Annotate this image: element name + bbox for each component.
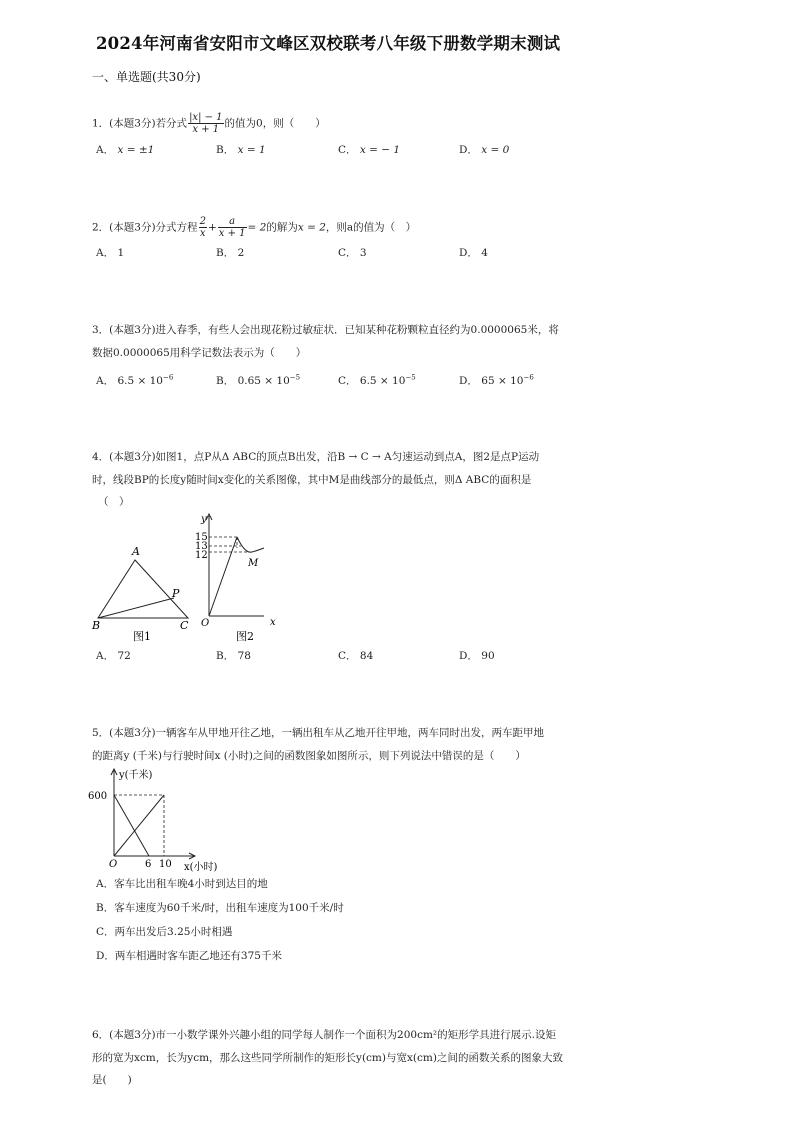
equals-part: = 2 xyxy=(247,221,267,234)
fraction-numerator: |x| − 1 xyxy=(189,112,223,123)
option-base: 0.65 × 10 xyxy=(237,375,290,387)
question-5-line-1: 5．(本题3分)一辆客车从甲地开往乙地，一辆出租车从乙地开往甲地，两车同时出发，两车距甲地 xyxy=(92,727,545,739)
question-2-fraction-2 xyxy=(218,216,247,239)
option-base: 6.5 × 10 xyxy=(359,375,406,387)
point-p-label: P xyxy=(172,587,180,600)
option-label: A． xyxy=(96,375,115,387)
option-label: C． xyxy=(338,144,357,156)
option-d[interactable] xyxy=(459,648,495,663)
option-a[interactable] xyxy=(96,373,173,388)
y-axis-label: y(千米) xyxy=(119,770,153,781)
x-axis-label: x(小时) xyxy=(184,862,218,873)
option-b[interactable] xyxy=(216,648,251,663)
y-tick-13: 13 xyxy=(195,541,208,552)
option-text: 84 xyxy=(359,650,374,662)
option-a[interactable] xyxy=(96,648,131,663)
option-label: A． xyxy=(96,247,115,259)
option-text: 78 xyxy=(237,650,251,662)
question-2-fraction-1 xyxy=(199,216,207,239)
option-text: 2 xyxy=(237,247,245,259)
option-label: B． xyxy=(96,902,115,914)
option-label: B． xyxy=(216,144,235,156)
option-label: B． xyxy=(216,375,235,387)
x-tick-10: 10 xyxy=(159,859,172,870)
option-base: 65 × 10 xyxy=(481,375,524,387)
question-4-line-1: 4．(本题3分)如图1，点P从Δ ABC的顶点B出发，沿B → C → A匀速运动到点A，图2是点P运动 xyxy=(92,451,540,463)
origin-label: O xyxy=(201,618,210,629)
figure-2-caption: 图2 xyxy=(236,630,254,643)
option-b[interactable] xyxy=(216,373,300,388)
question-5-graph xyxy=(86,764,246,874)
option-d[interactable] xyxy=(459,373,534,388)
option-c[interactable] xyxy=(96,924,232,939)
option-d[interactable] xyxy=(96,948,282,963)
option-label: D． xyxy=(459,650,478,662)
question-2-suffix: ，则a的值为（ ） xyxy=(325,221,417,234)
fraction-denominator: x xyxy=(199,228,206,239)
option-exponent: −5 xyxy=(405,373,416,382)
option-c[interactable] xyxy=(338,245,367,260)
option-text: x = 1 xyxy=(237,144,266,156)
y-axis-label: y xyxy=(201,514,207,525)
x-tick-6: 6 xyxy=(145,859,152,870)
option-text: x = ±1 xyxy=(117,144,155,156)
option-d[interactable] xyxy=(459,142,509,157)
option-label: C． xyxy=(96,926,115,938)
question-4-line-3: （ ） xyxy=(98,496,130,508)
option-label: C． xyxy=(338,375,357,387)
option-c[interactable] xyxy=(338,373,416,388)
option-label: B． xyxy=(216,247,235,259)
option-a[interactable] xyxy=(96,142,154,157)
option-text: 4 xyxy=(481,247,488,259)
point-m-label: M xyxy=(248,558,259,569)
option-base: 6.5 × 10 xyxy=(117,375,163,387)
option-exponent: −5 xyxy=(289,373,301,382)
option-text: 客车比出租车晚4小时到达目的地 xyxy=(114,878,268,890)
question-2-middle: 的解为 xyxy=(266,221,298,234)
vertex-c-label: C xyxy=(180,619,189,632)
option-exponent: −6 xyxy=(523,373,534,382)
option-exponent: −6 xyxy=(162,373,174,382)
option-text: 1 xyxy=(117,247,125,259)
question-5-line-2: 的距离y (千米)与行驶时间x (小时)之间的函数图象如图所示，则下列说法中错误的是（ ） xyxy=(92,750,526,762)
x-axis-label: x xyxy=(270,617,276,628)
figure-2-graph xyxy=(192,508,284,645)
fraction-numerator: a xyxy=(218,216,247,228)
option-text: 72 xyxy=(117,650,131,662)
option-label: A． xyxy=(96,144,115,156)
question-1 xyxy=(92,112,326,135)
question-6-line-3: 是( ) xyxy=(92,1074,132,1086)
question-1-fraction xyxy=(188,112,223,135)
y-tick-12: 12 xyxy=(195,550,208,561)
vertex-a-label: A xyxy=(132,545,140,558)
fraction-denominator: x + 1 xyxy=(192,124,220,135)
question-3-line-1: 3．(本题3分)进入春季，有些人会出现花粉过敏症状．已知某种花粉颗粒直径约为0.0000065米，将 xyxy=(92,324,559,336)
option-b[interactable] xyxy=(96,900,344,915)
option-label: D． xyxy=(459,375,478,387)
option-label: B． xyxy=(216,650,235,662)
page-title: 2024年河南省安阳市文峰区双校联考八年级下册数学期末测试 xyxy=(96,34,561,53)
question-2 xyxy=(92,216,416,239)
option-b[interactable] xyxy=(216,245,244,260)
option-text: 90 xyxy=(481,650,495,662)
option-label: A． xyxy=(96,650,115,662)
option-text: 两车相遇时客车距乙地还有375千米 xyxy=(114,950,282,962)
question-6-line-1: 6．(本题3分)市一小数学课外兴趣小组的同学每人制作一个面积为200cm²的矩形学具进行展示.设矩 xyxy=(92,1029,556,1041)
option-b[interactable] xyxy=(216,142,266,157)
section-heading: 一、单选题(共30分) xyxy=(92,70,201,84)
figure-1-caption: 图1 xyxy=(133,630,151,643)
option-text: 3 xyxy=(359,247,367,259)
option-label: C． xyxy=(338,650,357,662)
option-c[interactable] xyxy=(338,648,373,663)
option-c[interactable] xyxy=(338,142,400,157)
option-label: D． xyxy=(459,247,478,259)
option-label: D． xyxy=(96,950,115,962)
question-6-line-2: 形的宽为xcm，长为ycm，那么这些同学所制作的矩形长y(cm)与宽x(cm)之间的函数关系的图象大致 xyxy=(92,1052,563,1064)
question-3-line-2: 数据0.0000065用科学记数法表示为（ ） xyxy=(92,347,307,359)
solution-value: x = 2 xyxy=(297,221,326,234)
option-label: C． xyxy=(338,247,357,259)
option-text: x = − 1 xyxy=(359,144,401,156)
y-tick-600: 600 xyxy=(88,791,108,802)
fraction-denominator: x + 1 xyxy=(218,228,246,239)
option-d[interactable] xyxy=(459,245,488,260)
fraction-numerator: 2 xyxy=(199,216,206,227)
option-text: 两车出发后3.25小时相遇 xyxy=(114,926,233,938)
option-a[interactable] xyxy=(96,876,268,891)
option-label: A． xyxy=(96,878,115,890)
option-label: D． xyxy=(459,144,478,156)
question-2-prefix: 2．(本题3分)分式方程 xyxy=(92,221,198,234)
plus-sign: + xyxy=(207,221,217,234)
option-text: x = 0 xyxy=(481,144,510,156)
question-1-prefix: 1．(本题3分)若分式 xyxy=(92,117,188,130)
origin-label: O xyxy=(109,859,118,870)
question-4-line-2: 时，线段BP的长度y随时间x变化的关系图像，其中M是曲线部分的最低点，则Δ ABC的面积是 xyxy=(92,474,532,486)
figure-1-triangle xyxy=(88,540,198,645)
option-text: 客车速度为60千米/时，出租车速度为100千米/时 xyxy=(114,902,344,914)
y-tick-15: 15 xyxy=(195,532,208,543)
question-1-suffix: 的值为0，则（ ） xyxy=(224,117,326,130)
option-a[interactable] xyxy=(96,245,124,260)
vertex-b-label: B xyxy=(92,619,101,632)
